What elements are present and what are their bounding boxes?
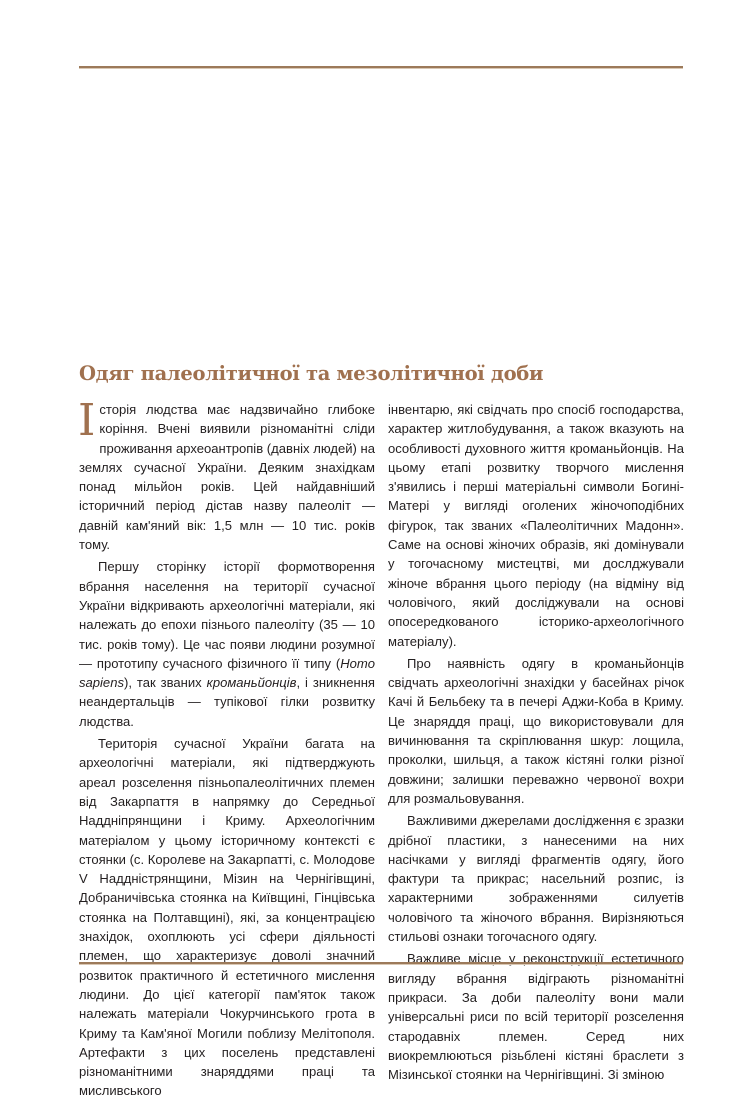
paragraph: інвентарю, які свідчать про спосіб господарства, характер житлобудування, а також вказують на особливості духовного життя кроманьйонців. На цьому етапі розвитку творчого мислення з'явились і перші матеріальні символи Богині-Матері у вигляді оголених жіночоподібних фігурок, так званих «Палеолітичних Мадонн». Саме на основі жіночих образів, які домінували у тогочасному мистецтві, ми дослджували жіноче вбрання цього періоду (на відміну від чоловічого, який досліджували на основі опосередкованого історико-археологічного матеріалу).: [388, 402, 684, 649]
paragraph-text: Першу сторінку історії формотворення вбрання населення на території сучасної України відкривають археологічні матеріали, які належать до епохи пізнього палеоліту (35 — 10 тис. років тому). Це час появи людини розумної — прототипу сучасного фізичного її типу (: [79, 559, 375, 671]
right-column: [388, 400, 684, 1087]
section-title: Одяг палеолітичної та мезолітичної доби: [79, 362, 544, 385]
paragraph: Важливе місце у реконструкції естетичного вигляду вбрання відіграють різноманітні прикраси. За доби палеоліту вони мали універсальні риси по всій території розселення стародавніх племен. Серед них виокремлюються різьблені кістяні браслети з Мізинської стоянки на Чернігівщині. Зі зміною: [388, 951, 684, 1083]
paragraph-text: , і зникнення неандертальців — тупікової гілки розвитку людства.: [79, 675, 375, 729]
italic-term: кроманьйонців: [206, 675, 297, 691]
top-rule: [79, 66, 683, 69]
left-column: [78, 395, 375, 1104]
paragraph: [79, 557, 375, 731]
drop-cap: І: [78, 395, 96, 446]
paragraph-text: сторія людства має надзвичайно глибоке коріння. Вчені виявили різноманітні сліди проживання археоантропів (давніх людей) на землях сучасної України. Деяким знахідкам понад мільйон років. Цей найдавніший історичний період дістав назву палеоліт — давній кам'яний вік: 1,5 млн — 10 тис. років тому.: [79, 402, 375, 553]
paragraph: Територія сучасної України багата на археологічні матеріали, які підтверджують ареал розселення пізньопалеолітичних племен від Закарпаття в напрямку до Середньої Наддніпрянщини і Криму. Археологічним матеріалом у цьому історичному контексті є стоянки (с. Королеве на Закарпатті, с. Молодове V Наддністрянщини, Мізин на Чернігівщині, Добраничівська стоянка на Київщині, Гінцівська стоянка на Полтавщині), які, за концентрацією знахідок, охоплюють усі сфери діяльності племен, що характеризує доволі значний розвиток практичного й естетичного мислення людини. До цієї категорії пам'яток також належать матеріали Чокурчинського грота в Криму та Кам'яної Могили поблизу Мелітополя. Артефакти з цих поселень представлені різноманітними знаряддями праці та мисливського: [79, 736, 375, 1099]
bottom-rule: [79, 962, 683, 965]
paragraph-text: ), так званих: [123, 675, 207, 691]
paragraph: Важливими джерелами дослідження є зразки дрібної пластики, з нанесеними на них насічками у вигляді фрагментів одягу, його фактури та прикрас; насельний розпис, із характерними зображеннями силуетів чоловічого та жіночого вбрання. Вирізняються стильові ознаки тогочасного одягу.: [388, 813, 684, 945]
italic-term: Homo sapiens: [79, 655, 375, 691]
paragraph: Про наявність одягу в кроманьйонців свідчать археологічні знахідки у басейнах річок Качі й Бельбеку та в печері Аджи-Коба в Криму. Це знаряддя праці, що використовували для вичинювання та скріплювання шкур: лощила, проколки, шильця, а також кістяні голки різної довжини; залишки переважно червоної вохри для розмальовування.: [388, 655, 684, 806]
paragraph: [78, 395, 375, 554]
